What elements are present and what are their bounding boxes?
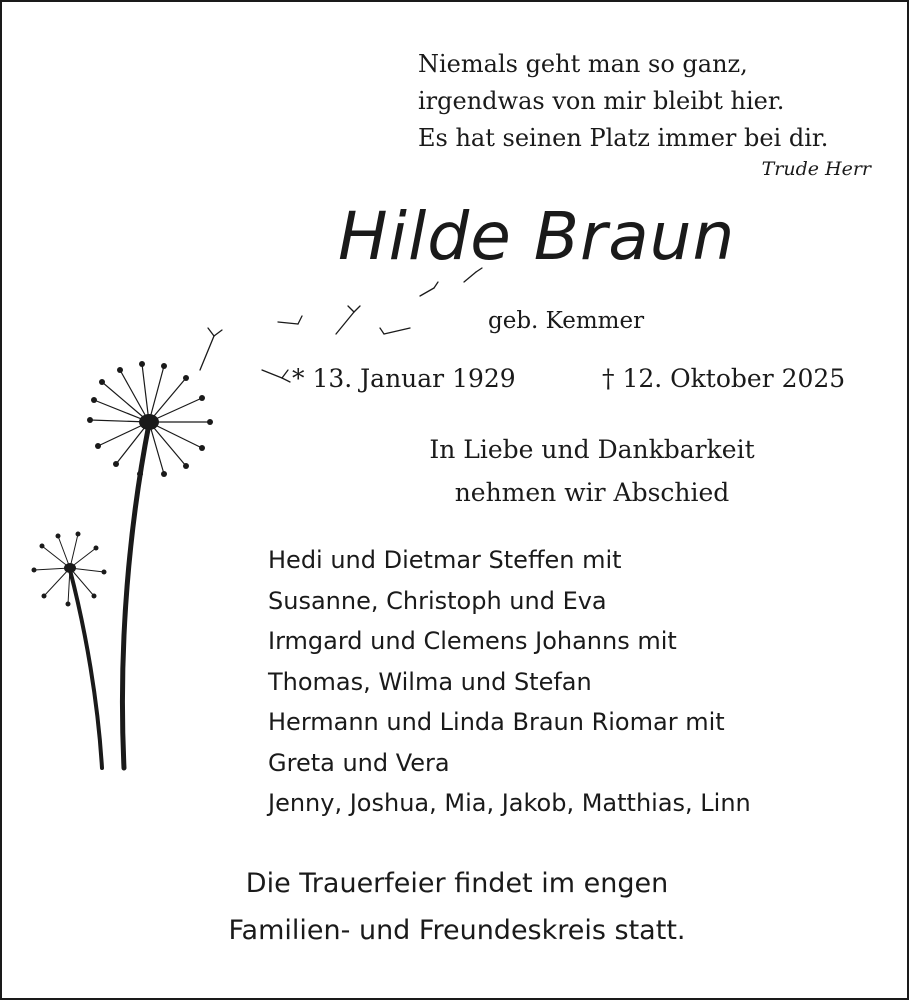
- funeral-note: [62, 860, 852, 954]
- funeral-line: Die Trauerfeier findet im engen: [245, 868, 669, 899]
- poem-author: Trude Herr: [761, 158, 871, 180]
- mourner-line: Hermann und Linda Braun Riomar mit: [268, 708, 725, 736]
- birth-date: * 13. Januar 1929: [292, 364, 516, 393]
- maiden-name: geb. Kemmer: [488, 308, 645, 334]
- poem-line: irgendwas von mir bleibt hier.: [418, 87, 785, 115]
- mourner-line: Thomas, Wilma und Stefan: [268, 667, 592, 696]
- farewell-text: [382, 428, 802, 514]
- mourner-line: Irmgard und Clemens Johanns mit: [268, 627, 677, 655]
- death-date: † 12. Oktober 2025: [602, 364, 846, 393]
- farewell-line: nehmen wir Abschied: [454, 478, 730, 507]
- mourners-list: [268, 540, 751, 824]
- mourner-line: Jenny, Joshua, Mia, Jakob, Matthias, Linn: [268, 789, 751, 817]
- mourner-line: Greta und Vera: [268, 748, 450, 777]
- poem: [418, 46, 828, 157]
- poem-line: Es hat seinen Platz immer bei dir.: [418, 124, 829, 152]
- deceased-name: Hilde Braun: [338, 198, 736, 275]
- mourner-line: Susanne, Christoph und Eva: [268, 586, 607, 615]
- poem-line: Niemals geht man so ganz,: [418, 50, 748, 78]
- farewell-line: In Liebe und Dankbarkeit: [429, 435, 755, 464]
- funeral-line: Familien- und Freundeskreis statt.: [228, 915, 686, 946]
- mourner-line: Hedi und Dietmar Steffen mit: [268, 546, 622, 574]
